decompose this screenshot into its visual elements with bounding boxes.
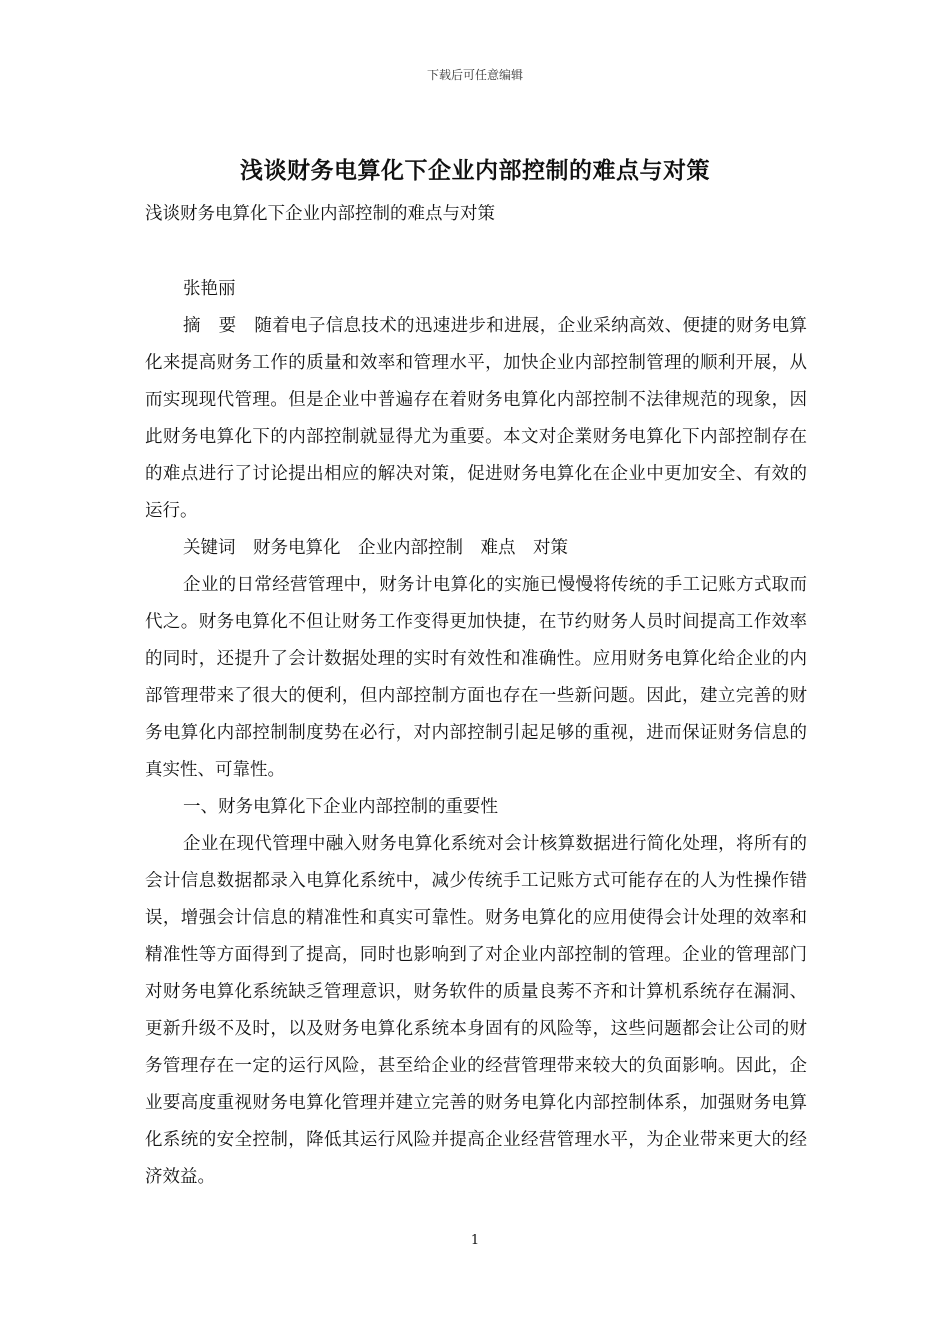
subtitle: 浅谈财务电算化下企业内部控制的难点与对策	[145, 204, 495, 224]
abstract-paragraph: 摘 要 随着电子信息技术的迅速进步和进展，企业采纳高效、便捷的财务电算化来提高财务工作的质量和效率和管理水平，加快企业内部控制管理的顺利开展，从而实现现代管理。但是企业中普遍存在着财务电算化内部控制不法律规范的现象，因此财务电算化下的内部控制就显得尤为重要。本文对企業财务电算化下内部控制存在的难点进行了讨论提出相应的解决对策，促进财务电算化在企业中更加安全、有效的运行。	[145, 316, 807, 521]
blank-line	[145, 233, 807, 271]
intro-paragraph: 企业的日常经营管理中，财务计电算化的实施已慢慢将传统的手工记账方式取而代之。财务电算化不但让财务工作变得更加快捷，在节约财务人员时间提高工作效率的同时，还提升了会计数据处理的实时有效性和准确性。应用财务电算化给企业的内部管理带来了很大的便利，但内部控制方面也存在一些新问题。因此，建立完善的财务电算化内部控制制度势在必行，对内部控制引起足够的重视，进而保证财务信息的真实性、可靠性。	[145, 575, 807, 780]
body-paragraph: 企业在现代管理中融入财务电算化系统对会计核算数据进行简化处理，将所有的会计信息数据都录入电算化系统中，减少传统手工记账方式可能存在的人为性操作错误，增强会计信息的精准性和真实可靠性。财务电算化的应用使得会计处理的效率和精准性等方面得到了提高，同时也影响到了对企业内部控制的管理。企业的管理部门对财务电算化系统缺乏管理意识，财务软件的质量良莠不齐和计算机系统存在漏洞、更新升级不及时，以及财务电算化系统本身固有的风险等，这些问题都会让公司的财务管理存在一定的运行风险，甚至给企业的经营管理带来较大的负面影响。因此，企业要高度重视财务电算化管理并建立完善的财务电算化内部控制体系，加强财务电算化系统的安全控制，降低其运行风险并提高企业经营管理水平，为企业带来更大的经济效益。	[145, 834, 807, 1187]
page-number: 1	[470, 1233, 480, 1248]
document-title: 浅谈财务电算化下企业内部控制的难点与对策	[240, 157, 710, 184]
section-heading: 一、财务电算化下企业内部控制的重要性	[183, 797, 498, 817]
document-body	[145, 196, 807, 1196]
author-line: 张艳丽	[183, 279, 236, 299]
header-note: 下载后可任意编辑	[426, 68, 523, 82]
keywords-line: 关键词 财务电算化 企业内部控制 难点 对策	[183, 538, 568, 558]
